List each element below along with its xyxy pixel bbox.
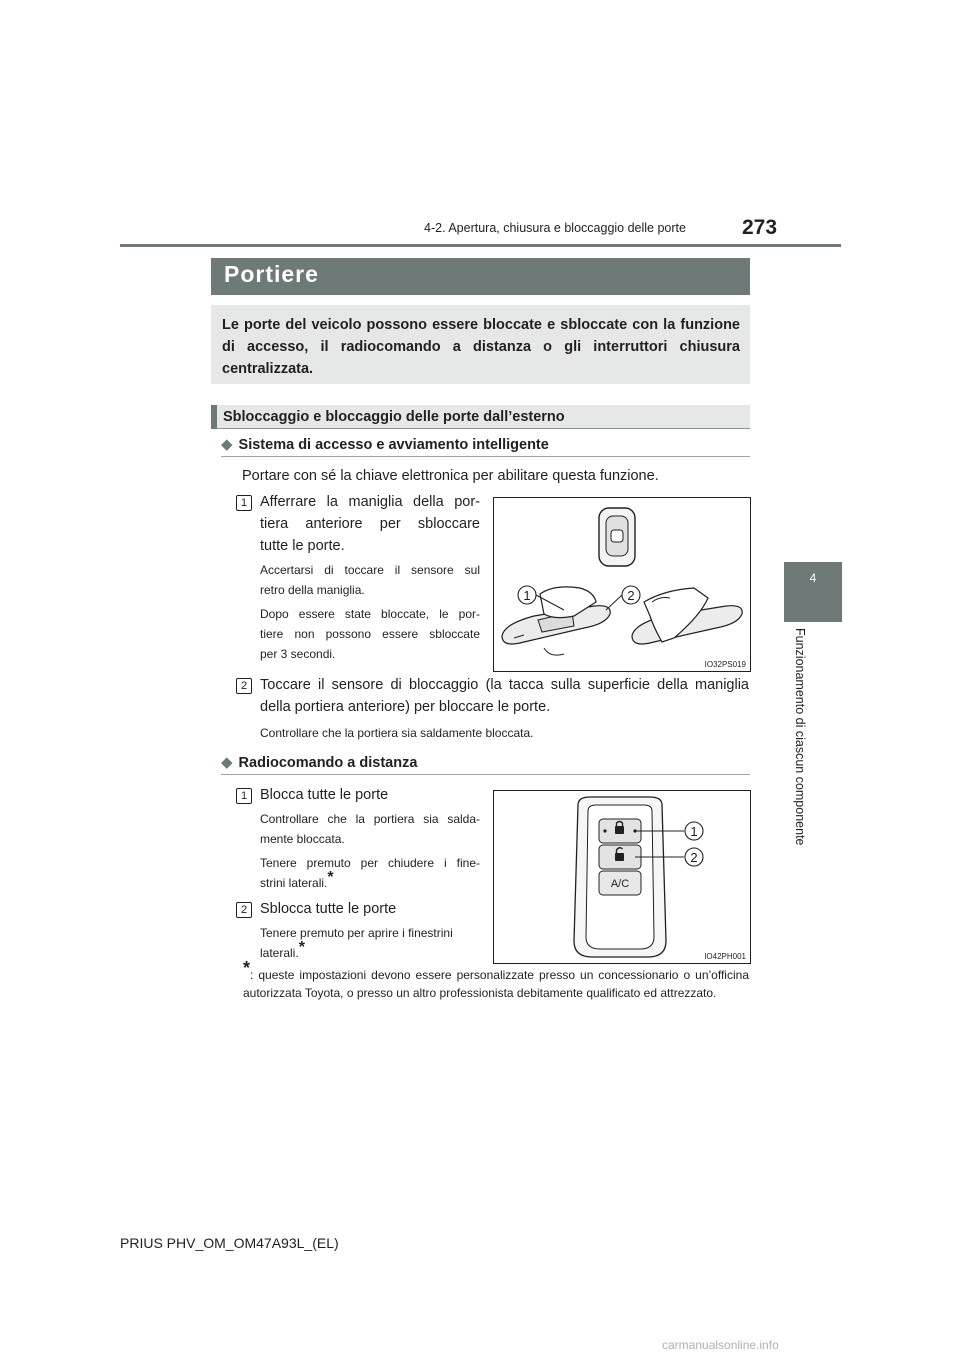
smart-entry-step2-note: Controllare che la portiera sia saldamente bloccata. <box>260 726 534 740</box>
subheading-rule <box>221 456 750 457</box>
text-line <box>260 939 480 963</box>
section-accent <box>211 405 217 429</box>
footnote-text: : queste impostazioni devono essere personalizzate presso un concessionario o un’officina autorizzata Toyota, o presso un altro professionista debitamente qualificato ed attrezzato. <box>243 968 749 1000</box>
smart-entry-lead: Portare con sé la chiave elettronica per abilitare questa funzione. <box>242 468 659 484</box>
page-number: 273 <box>742 216 778 239</box>
remote-step1-note1 <box>260 809 480 849</box>
step-marker: 1 <box>236 495 252 511</box>
intro-text: Le porte del veicolo possono essere bloccate e sbloccate con la funzione di accesso, il radiocomando a distanza o gli interruttori chiusura centralizzata. <box>222 317 740 377</box>
smart-entry-step1-text <box>260 491 480 557</box>
figure-callout-2 <box>606 586 640 610</box>
remote-step2-text: Sblocca tutte le porte <box>260 901 397 917</box>
figure-code: IO42PH001 <box>704 952 746 961</box>
page-title: Portiere <box>224 261 319 287</box>
text-line: retro della maniglia. <box>260 583 365 597</box>
text-line: Accertarsi di toccare il sensore sul <box>260 563 480 577</box>
footnote <box>243 958 749 1002</box>
diamond-icon: ◆ <box>221 436 233 453</box>
remote-step1-text: Blocca tutte le porte <box>260 787 389 803</box>
chapter-heading: 4-2. Apertura, chiusura e bloccaggio delle porte <box>424 221 686 235</box>
text-line: per 3 secondi. <box>260 647 336 661</box>
smart-entry-step1-note2 <box>260 604 480 664</box>
subheading-smart-entry <box>221 435 549 453</box>
text-line: della portiera anteriore) per bloccare le porte. <box>260 699 551 715</box>
text-line: Dopo essere state bloccate, le por- <box>260 607 480 621</box>
figure-callout-2-label: 2 <box>627 588 635 603</box>
chapter-tab-title: Funzionamento di ciascun componente <box>793 628 807 846</box>
text-line: Afferrare la maniglia della por- <box>260 494 480 510</box>
smart-entry-step2-text <box>260 674 749 718</box>
figure-callout-2-label: 2 <box>690 850 698 865</box>
header-rule <box>120 244 841 247</box>
chapter-tab-number: 4 <box>809 571 817 585</box>
smart-entry-step1-note1 <box>260 560 480 600</box>
text-line: tutte le porte. <box>260 538 345 554</box>
text-line: tiera anteriore per sbloccare <box>260 516 480 532</box>
step-marker: 2 <box>236 902 252 918</box>
figure-callout-1-label: 1 <box>523 588 531 603</box>
step-marker: 2 <box>236 678 252 694</box>
door-handle-figure <box>493 497 751 672</box>
subheading-rule <box>221 774 750 775</box>
remote-key-illustration <box>494 791 750 963</box>
diamond-icon: ◆ <box>221 754 233 771</box>
text-line-part: strini laterali. <box>260 876 328 890</box>
text-line: tiere non possono essere sbloccate <box>260 627 480 641</box>
remote-step1-note2 <box>260 853 480 893</box>
watermark[interactable]: carmanualsonline.info <box>662 1338 779 1352</box>
text-line-part: laterali. <box>260 946 299 960</box>
remote-step2-note <box>260 923 480 963</box>
ac-button-label: A/C <box>610 878 630 890</box>
footnote-star: * <box>327 869 334 886</box>
text-line: Tenere premuto per chiudere i fine- <box>260 856 480 870</box>
door-handle-illustration <box>494 498 750 671</box>
door-handle-right-icon <box>632 588 742 644</box>
step-marker: 1 <box>236 788 252 804</box>
footnote-star: * <box>243 958 251 978</box>
footnote-star: * <box>298 939 305 956</box>
remote-key-icon <box>574 797 666 957</box>
figure-callout-1-label: 1 <box>690 824 698 839</box>
text-line: mente bloccata. <box>260 832 345 846</box>
subheading-remote <box>221 753 417 771</box>
footer-model-code: PRIUS PHV_OM_OM47A93L_(EL) <box>120 1235 339 1251</box>
text-line <box>260 869 480 893</box>
text-line: Tenere premuto per aprire i finestrini <box>260 926 453 940</box>
remote-key-figure <box>493 790 751 964</box>
subheading-remote-text: Radiocomando a distanza <box>238 755 418 771</box>
section-heading: Sbloccaggio e bloccaggio delle porte dall’esterno <box>223 409 565 425</box>
subheading-smart-entry-text: Sistema di accesso e avviamento intelligente <box>238 437 549 453</box>
text-line: Controllare che la portiera sia salda- <box>260 812 480 826</box>
text-line: Toccare il sensore di bloccaggio (la tacca sulla superficie della maniglia <box>260 677 749 693</box>
figure-code: IO32PS019 <box>704 660 746 669</box>
smart-key-icon <box>599 508 635 566</box>
